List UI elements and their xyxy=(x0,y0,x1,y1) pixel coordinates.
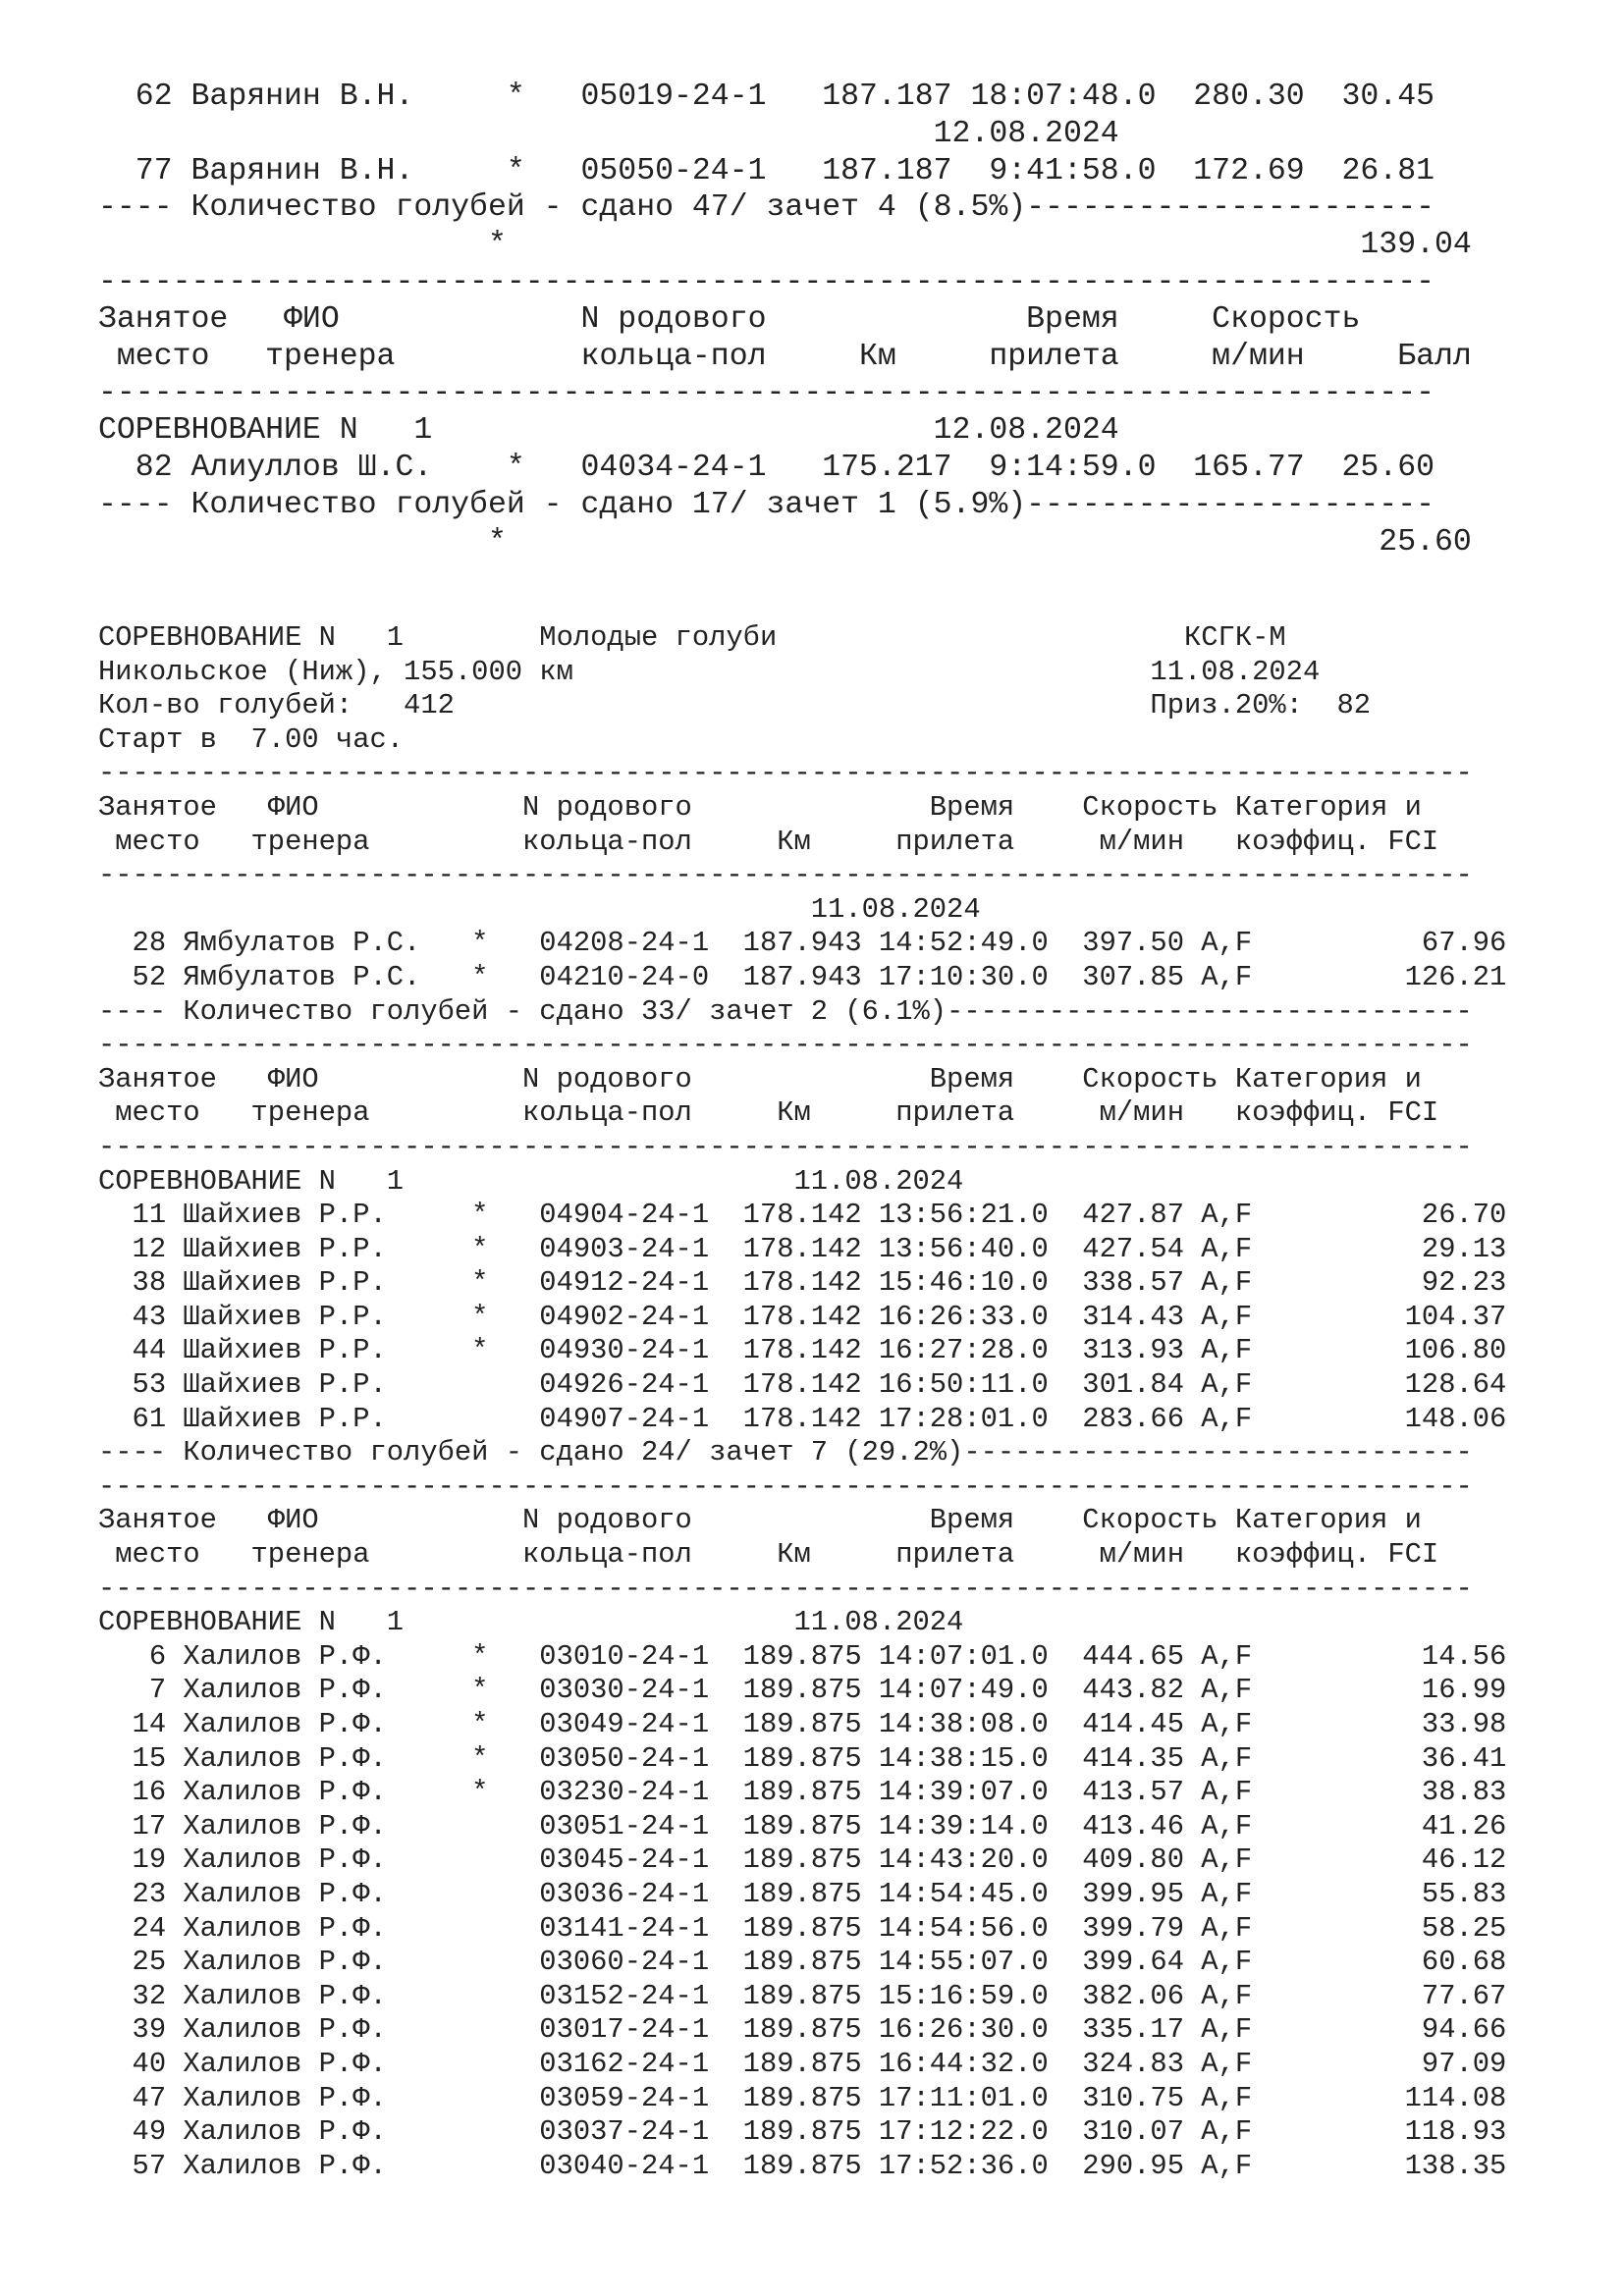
result-row: 39 Халилов Р.Ф. 03017-24-1 189.875 16:26:30.0 335.17 A,F 94.66 xyxy=(98,2013,1507,2047)
result-row: 15 Халилов Р.Ф. * 03050-24-1 189.875 14:38:15.0 414.35 A,F 36.41 xyxy=(98,1741,1507,1775)
result-row: 14 Халилов Р.Ф. * 03049-24-1 189.875 14:38:08.0 414.45 A,F 33.98 xyxy=(98,1708,1507,1740)
count-summary: ---- Количество голубей - сдано 47/ зачет 4 (8.5%)---------------------- xyxy=(98,190,1435,226)
column-header: Занятое ФИО N родового Время Скорость Категория и xyxy=(98,1062,1422,1095)
competition-heading: СОРЕВНОВАНИЕ N 1 11.08.2024 xyxy=(98,1164,964,1198)
result-row: 12 Шайхиев Р.Р. * 04903-24-1 178.142 13:56:40.0 427.54 A,F 29.13 xyxy=(98,1232,1507,1265)
pigeon-count: Кол-во голубей: 412 Приз.20%: 82 xyxy=(98,689,1372,722)
result-row: 61 Шайхиев Р.Р. 04907-24-1 178.142 17:28:01.0 283.66 A,F 148.06 xyxy=(98,1402,1507,1435)
column-header: Занятое ФИО N родового Время Скорость Категория и xyxy=(98,1504,1422,1537)
result-row: 16 Халилов Р.Ф. * 03230-24-1 189.875 14:39:07.0 413.57 A,F 38.83 xyxy=(98,1776,1507,1809)
start-time: Старт в 7.00 час. xyxy=(98,722,405,756)
race-location: Никольское (Ниж), 155.000 км 11.08.2024 xyxy=(98,655,1321,688)
result-row: 7 Халилов Р.Ф. * 03030-24-1 189.875 14:07:49.0 443.82 A,F 16.99 xyxy=(98,1674,1507,1707)
result-row: 77 Варянин В.Н. * 05050-24-1 187.187 9:41:58.0 172.69 26.81 xyxy=(98,153,1435,188)
result-row: 24 Халилов Р.Ф. 03141-24-1 189.875 14:54:56.0 399.79 A,F 58.25 xyxy=(98,1911,1507,1945)
column-header: место тренера кольца-пол Км прилета м/мин коэффиц. FCI xyxy=(98,1538,1439,1572)
separator: ------------------------------------------------------------------------ xyxy=(98,376,1435,411)
separator: --------------------------------------------------------------------------------- xyxy=(98,1572,1473,1605)
result-row: 17 Халилов Р.Ф. 03051-24-1 189.875 14:39:14.0 413.46 A,F 41.26 xyxy=(98,1809,1507,1842)
column-header: Занятое ФИО N родового Время Скорость Категория и xyxy=(98,790,1422,824)
result-row: 28 Ямбулатов Р.С. * 04208-24-1 187.943 14:52:49.0 397.50 A,F 67.96 xyxy=(98,927,1507,960)
result-row: 40 Халилов Р.Ф. 03162-24-1 189.875 16:44:32.0 324.83 A,F 97.09 xyxy=(98,2047,1507,2080)
competition-block xyxy=(98,621,1506,2183)
result-row: 82 Алиуллов Ш.С. * 04034-24-1 175.217 9:14:59.0 165.77 25.60 xyxy=(98,450,1435,485)
count-summary: ---- Количество голубей - сдано 33/ зачет 2 (6.1%)------------------------------- xyxy=(98,994,1473,1028)
separator: ------------------------------------------------------------------------ xyxy=(98,264,1435,299)
column-header: место тренера кольца-пол Км прилета м/мин коэффиц. FCI xyxy=(98,1096,1439,1130)
separator: --------------------------------------------------------------------------------- xyxy=(98,859,1473,892)
competition-heading: СОРЕВНОВАНИЕ N 1 11.08.2024 xyxy=(98,1606,964,1639)
competition-heading: СОРЕВНОВАНИЕ N 1 12.08.2024 xyxy=(98,413,1119,449)
column-header: место тренера кольца-пол Км прилета м/мин коэффиц. FCI xyxy=(98,825,1439,858)
result-row: 52 Ямбулатов Р.С. * 04210-24-0 187.943 17:10:30.0 307.85 A,F 126.21 xyxy=(98,960,1507,993)
score-total: * 25.60 xyxy=(98,524,1472,560)
result-row: 53 Шайхиев Р.Р. 04926-24-1 178.142 16:50:11.0 301.84 A,F 128.64 xyxy=(98,1368,1507,1402)
result-row: 57 Халилов Р.Ф. 03040-24-1 189.875 17:52:36.0 290.95 A,F 138.35 xyxy=(98,2149,1507,2182)
score-total: * 139.04 xyxy=(98,228,1472,263)
result-date: 11.08.2024 xyxy=(98,892,981,926)
result-row: 6 Халилов Р.Ф. * 03010-24-1 189.875 14:07:01.0 444.65 A,F 14.56 xyxy=(98,1639,1507,1673)
count-summary: ---- Количество голубей - сдано 17/ зачет 1 (5.9%)---------------------- xyxy=(98,487,1435,522)
result-row: 43 Шайхиев Р.Р. * 04902-24-1 178.142 16:26:33.0 314.43 A,F 104.37 xyxy=(98,1300,1507,1333)
result-row: 44 Шайхиев Р.Р. * 04930-24-1 178.142 16:27:28.0 313.93 A,F 106.80 xyxy=(98,1334,1507,1367)
result-row: 62 Варянин В.Н. * 05019-24-1 187.187 18:07:48.0 280.30 30.45 xyxy=(98,80,1435,114)
count-summary: ---- Количество голубей - сдано 24/ зачет 7 (29.2%)------------------------------ xyxy=(98,1436,1473,1469)
result-row: 49 Халилов Р.Ф. 03037-24-1 189.875 17:12:22.0 310.07 A,F 118.93 xyxy=(98,2115,1507,2149)
result-row: 19 Халилов Р.Ф. 03045-24-1 189.875 14:43:20.0 409.80 A,F 46.12 xyxy=(98,1843,1507,1877)
result-row: 25 Халилов Р.Ф. 03060-24-1 189.875 14:55:07.0 399.64 A,F 60.68 xyxy=(98,1946,1507,1979)
result-date: 12.08.2024 xyxy=(98,116,1119,151)
result-row: 47 Халилов Р.Ф. 03059-24-1 189.875 17:11:01.0 310.75 A,F 114.08 xyxy=(98,2081,1507,2114)
column-header: место тренера кольца-пол Км прилета м/мин Балл xyxy=(98,339,1472,374)
separator: --------------------------------------------------------------------------------- xyxy=(98,1029,1473,1062)
result-row: 32 Халилов Р.Ф. 03152-24-1 189.875 15:16:59.0 382.06 A,F 77.67 xyxy=(98,1979,1507,2012)
result-row: 11 Шайхиев Р.Р. * 04904-24-1 178.142 13:56:21.0 427.87 A,F 26.70 xyxy=(98,1199,1507,1232)
separator: --------------------------------------------------------------------------------- xyxy=(98,1469,1473,1503)
competition-title: СОРЕВНОВАНИЕ N 1 Молодые голуби КСГК-М xyxy=(98,621,1286,654)
results-block-previous xyxy=(98,79,1472,561)
result-row: 23 Халилов Р.Ф. 03036-24-1 189.875 14:54:45.0 399.95 A,F 55.83 xyxy=(98,1877,1507,1910)
separator: --------------------------------------------------------------------------------- xyxy=(98,757,1473,790)
result-row: 38 Шайхиев Р.Р. * 04912-24-1 178.142 15:46:10.0 338.57 A,F 92.23 xyxy=(98,1266,1507,1300)
column-header: Занятое ФИО N родового Время Скорость xyxy=(98,301,1361,337)
separator: --------------------------------------------------------------------------------- xyxy=(98,1130,1473,1163)
